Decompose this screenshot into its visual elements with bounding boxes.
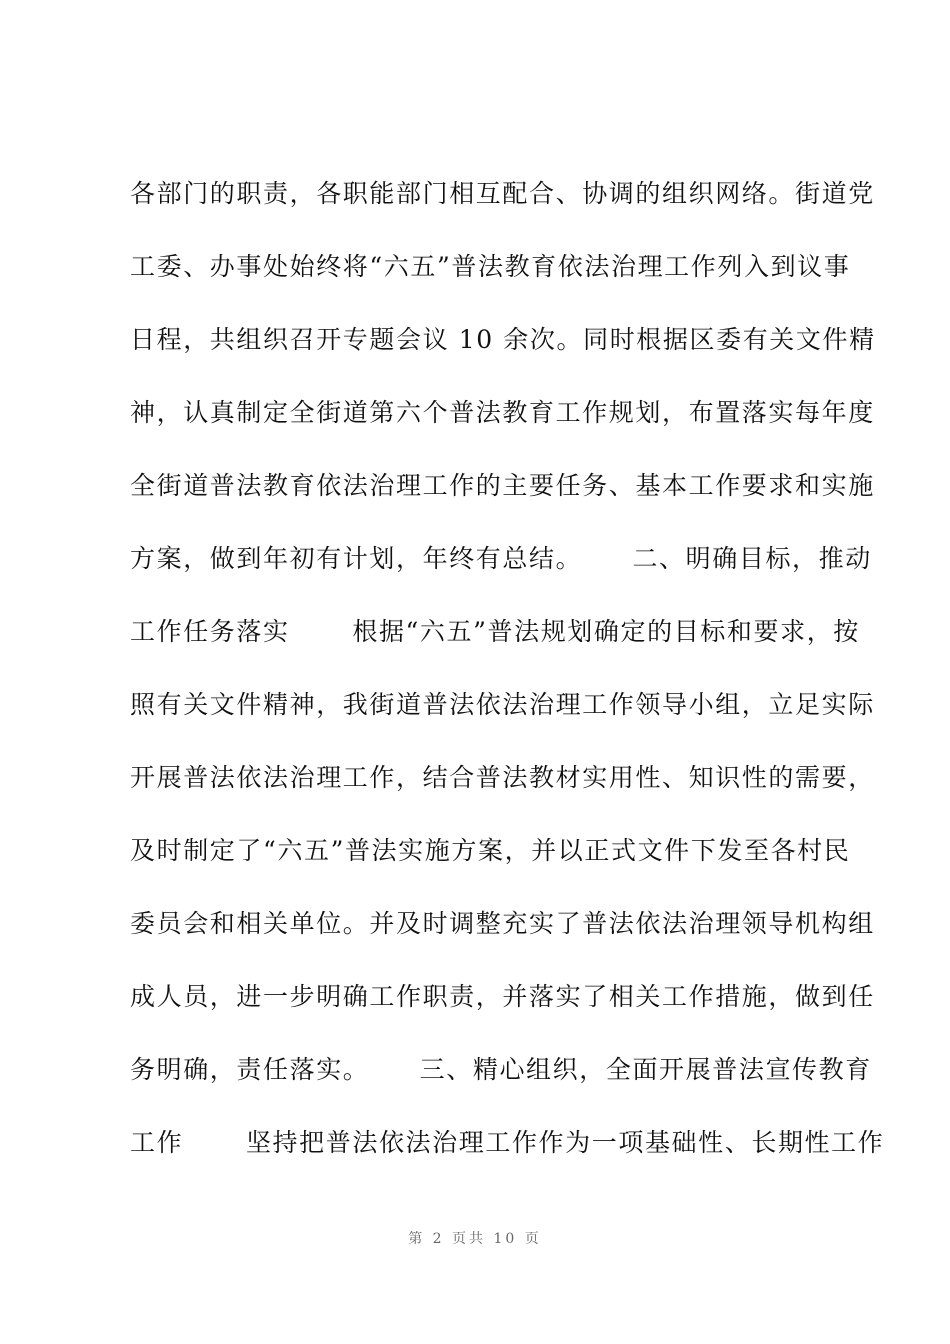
text-line: 开展普法依法治理工作，结合普法教材实用性、知识性的需要， xyxy=(130,763,875,792)
page-number-footer: 第 2 页共 10 页 xyxy=(408,1231,542,1247)
text-line: 全街道普法教育依法治理工作的主要任务、基本工作要求和实施 xyxy=(130,471,875,500)
text-line: 各部门的职责，各职能部门相互配合、协调的组织网络。街道党 xyxy=(130,179,875,208)
text-line: 工委、办事处始终将“六五”普法教育依法治理工作列入到议事 xyxy=(130,252,851,281)
text-line: 成人员，进一步明确工作职责，并落实了相关工作措施，做到任 xyxy=(130,982,875,1011)
text-line: 日程，共组织召开专题会议 10 余次。同时根据区委有关文件精 xyxy=(130,325,876,354)
text-line: 及时制定了“六五”普法实施方案，并以正式文件下发至各村民 xyxy=(130,836,851,865)
text-line: 神，认真制定全街道第六个普法教育工作规划，布置落实每年度 xyxy=(130,398,875,427)
text-line: 工作 坚持把普法依法治理工作作为一项基础性、长期性工作 xyxy=(130,1128,885,1157)
text-line: 工作任务落实 根据“六五”普法规划确定的目标和要求，按 xyxy=(130,617,860,646)
body-text xyxy=(130,170,885,1192)
text-line: 方案，做到年初有计划，年终有总结。 二、明确目标，推动 xyxy=(130,544,872,573)
text-line: 委员会和相关单位。并及时调整充实了普法依法治理领导机构组 xyxy=(130,909,875,938)
text-line: 照有关文件精神，我街道普法依法治理工作领导小组，立足实际 xyxy=(130,690,875,719)
text-line: 务明确，责任落实。 三、精心组织，全面开展普法宣传教育 xyxy=(130,1055,872,1084)
